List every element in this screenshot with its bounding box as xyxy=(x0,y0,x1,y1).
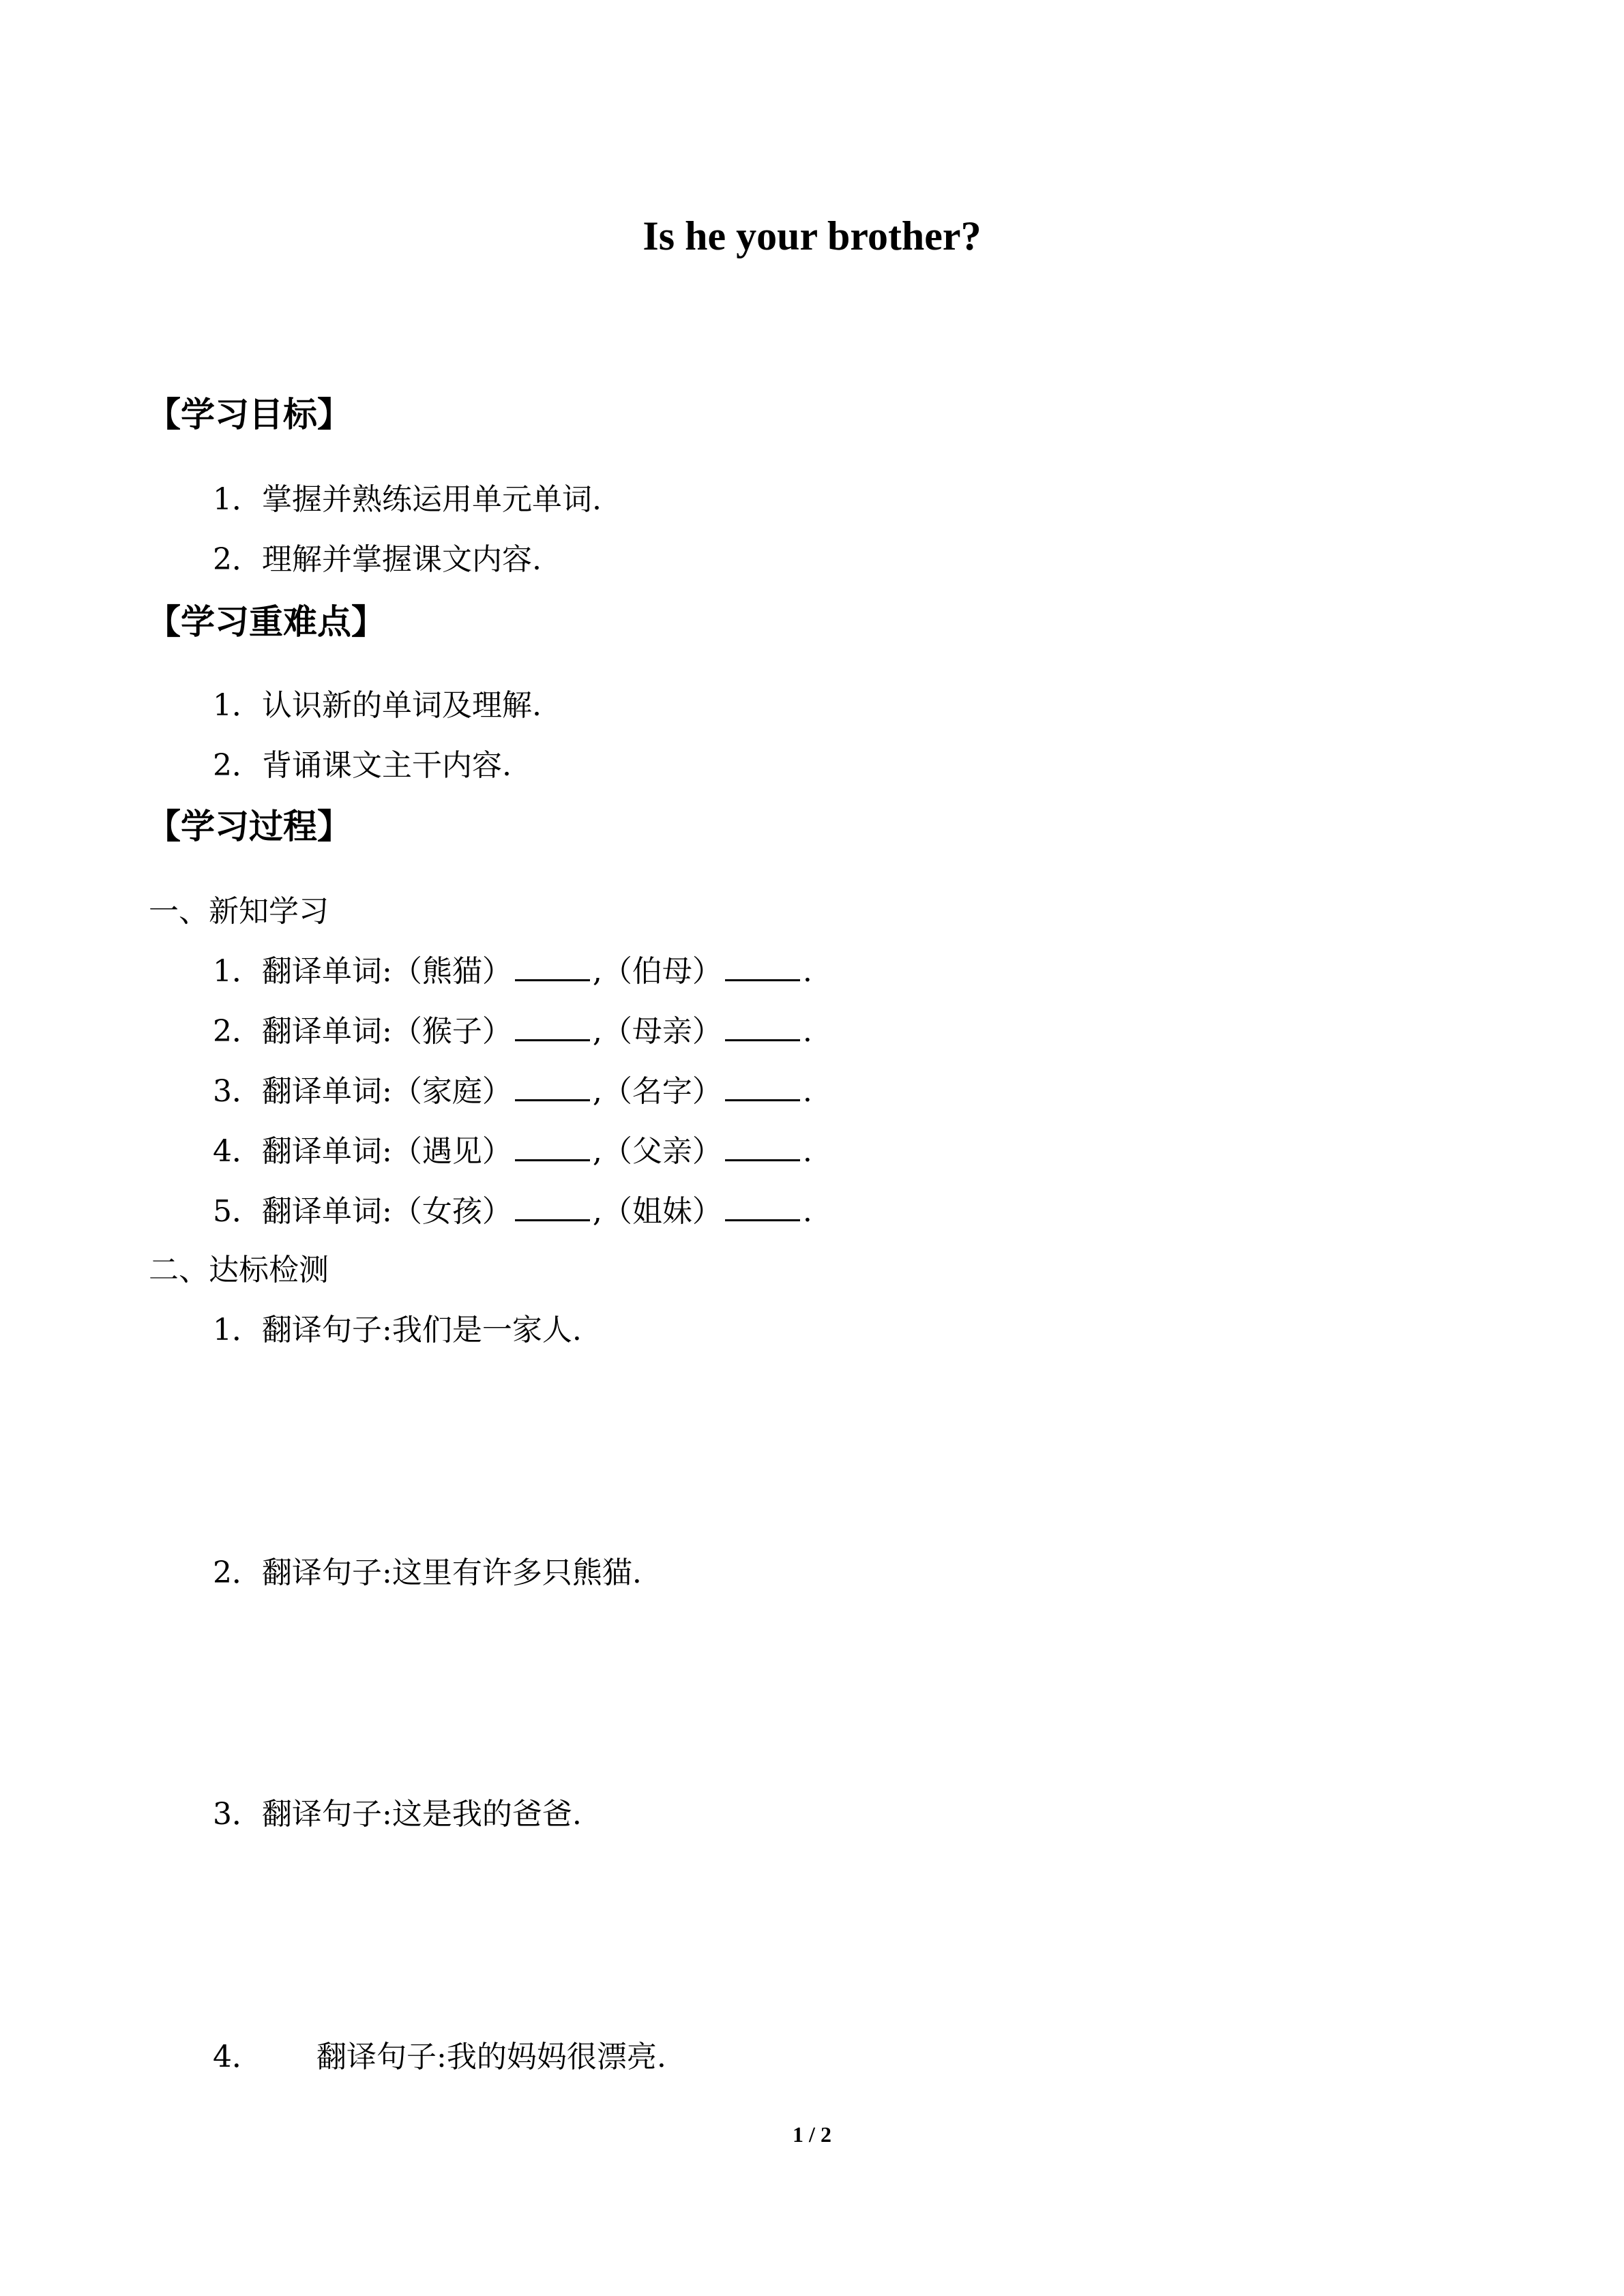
vocab-number: 5． xyxy=(213,1194,262,1229)
vocab-prompt-2: ,（伯母） xyxy=(592,954,722,989)
vocab-item xyxy=(213,946,812,990)
process-heading: 【学习过程】 xyxy=(147,807,351,846)
period: . xyxy=(802,1074,812,1109)
sentence-item xyxy=(213,1789,582,1833)
vocab-item xyxy=(213,1187,812,1230)
vocab-prompt-2: ,（父亲） xyxy=(592,1134,722,1169)
vocab-number: 3． xyxy=(213,1074,262,1109)
sentence-number: 3． xyxy=(213,1797,262,1832)
vocab-prompt: 翻译单词:（遇见） xyxy=(262,1134,512,1169)
vocab-prompt-2: ,（母亲） xyxy=(592,1014,722,1049)
answer-blank[interactable] xyxy=(515,1072,590,1101)
answer-blank[interactable] xyxy=(515,1012,590,1041)
answer-blank[interactable] xyxy=(725,1192,800,1221)
page-title: Is he your brother? xyxy=(643,213,981,258)
vocab-prompt-2: ,（姐妹） xyxy=(592,1194,722,1229)
answer-blank[interactable] xyxy=(725,1012,800,1041)
key-points-heading: 【学习重难点】 xyxy=(147,602,385,642)
sentence-prompt: 翻译句子:这里有许多只熊猫. xyxy=(262,1555,642,1590)
vocab-prompt-2: ,（名字） xyxy=(592,1074,722,1109)
sentence-prompt: 翻译句子:我的妈妈很漂亮. xyxy=(316,2040,666,2074)
vocab-item xyxy=(213,1067,812,1110)
objectives-heading: 【学习目标】 xyxy=(147,395,351,434)
key-point-item-1: 1．认识新的单词及理解. xyxy=(213,688,542,723)
sentence-item xyxy=(213,1305,582,1349)
objective-item-2: 2．理解并掌握课文内容. xyxy=(213,542,542,577)
vocab-number: 1． xyxy=(213,954,262,989)
objective-item-1: 1．掌握并熟练运用单元单词. xyxy=(213,482,602,517)
key-point-item-2: 2．背诵课文主干内容. xyxy=(213,748,512,783)
sentence-prompt: 翻译句子:我们是一家人. xyxy=(262,1313,582,1347)
section2-label: 二、达标检测 xyxy=(149,1253,329,1287)
vocab-item xyxy=(213,1007,812,1050)
answer-blank[interactable] xyxy=(515,952,590,981)
vocab-prompt: 翻译单词:（家庭） xyxy=(262,1074,512,1109)
sentence-number: 4． xyxy=(213,2040,262,2074)
period: . xyxy=(802,1194,812,1229)
vocab-prompt: 翻译单词:（猴子） xyxy=(262,1014,512,1049)
period: . xyxy=(802,1134,812,1169)
vocab-prompt: 翻译单词:（女孩） xyxy=(262,1194,512,1229)
answer-blank[interactable] xyxy=(515,1132,590,1161)
period: . xyxy=(802,1014,812,1049)
period: . xyxy=(802,954,812,989)
answer-blank[interactable] xyxy=(725,1132,800,1161)
sentence-number: 1． xyxy=(213,1313,262,1347)
answer-blank[interactable] xyxy=(515,1192,590,1221)
vocab-prompt: 翻译单词:（熊猫） xyxy=(262,954,512,989)
vocab-number: 4． xyxy=(213,1134,262,1169)
sentence-prompt: 翻译句子:这是我的爸爸. xyxy=(262,1797,582,1832)
vocab-item xyxy=(213,1127,812,1170)
section1-label: 一、新知学习 xyxy=(149,894,329,929)
sentence-item xyxy=(213,2032,666,2076)
page-number: 1 / 2 xyxy=(793,2122,831,2147)
sentence-item xyxy=(213,1548,642,1592)
answer-blank[interactable] xyxy=(725,952,800,981)
sentence-number: 2． xyxy=(213,1555,262,1590)
answer-blank[interactable] xyxy=(725,1072,800,1101)
vocab-number: 2． xyxy=(213,1014,262,1049)
